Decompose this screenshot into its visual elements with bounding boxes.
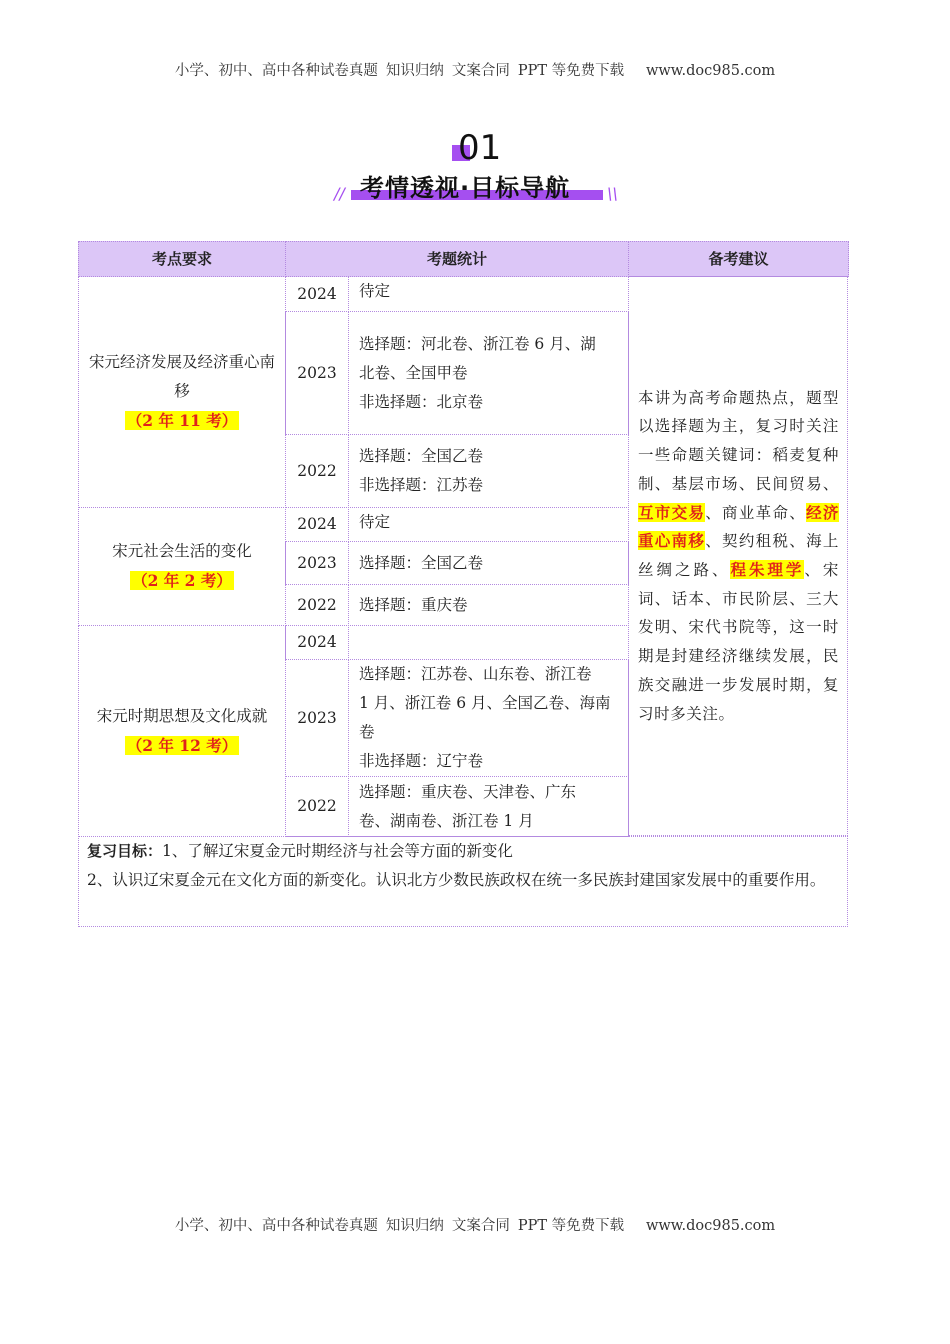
advice-cell [628, 276, 848, 836]
exam-stats-line: 待定 [359, 513, 391, 531]
review-goal-2: 2、认识辽宋夏金元在文化方面的新变化。认识北方少数民族政权在统一多民族封建国家发展中的重要作用。 [87, 871, 826, 889]
exam-stats-line: 选择题：江苏卷、山东卷、浙江卷 [359, 665, 592, 683]
slash-decoration: // [334, 184, 345, 203]
footer-text: 文案合同 [451, 1218, 510, 1234]
exam-stats-cell [348, 276, 629, 312]
exam-count-badge: （2 年 11 考） [126, 411, 238, 430]
year-label: 2022 [297, 797, 337, 815]
advice-text: 、宋词、话本、市民阶层、三大发明、宋代书院等，这一时期是封建经济继续发展，民族交融进一步发展时期，复习时多关注。 [638, 561, 839, 723]
topic-name: 宋元时期思想及文化成就 [96, 706, 268, 725]
footer-text: 知识归纳 [385, 1218, 444, 1234]
exam-stats-cell [348, 311, 629, 435]
advice-text: 、契约租税、海上丝绸之路、 [638, 532, 839, 579]
column-header-label: 考题统计 [426, 250, 487, 268]
page-footer [0, 1214, 950, 1235]
exam-stats-line: 选择题：河北卷、浙江卷 6 月、湖 [359, 334, 596, 353]
year-label: 2023 [297, 553, 337, 572]
header-text: PPT 等免费下载 [517, 63, 625, 79]
year-cell [285, 625, 349, 660]
exam-stats-line: 选择题：全国乙卷 [359, 447, 484, 465]
topic-cell [78, 507, 286, 626]
year-label: 2022 [297, 595, 337, 614]
topic-cell [78, 276, 286, 508]
column-header-label: 备考建议 [708, 250, 769, 268]
topic-name: 宋元经济发展及经济重心南移 [88, 353, 275, 400]
year-label: 2024 [297, 284, 337, 303]
exam-stats-line: 北卷、全国甲卷 [359, 363, 468, 382]
exam-stats-line: 选择题：全国乙卷 [359, 553, 484, 572]
year-cell [285, 659, 349, 777]
column-header [78, 241, 286, 277]
footer-text: PPT 等免费下载 [517, 1218, 625, 1234]
advice-text: 、商业革命、 [705, 503, 807, 522]
exam-stats-cell [348, 584, 629, 626]
exam-stats-cell [348, 776, 629, 837]
year-label: 2023 [297, 363, 337, 382]
year-cell [285, 541, 349, 585]
year-cell [285, 434, 349, 508]
year-label: 2024 [297, 515, 337, 533]
keyword-highlight: 互市交易 [638, 502, 706, 522]
footer-url[interactable]: www.doc985.com [645, 1218, 776, 1234]
exam-stats-line: 1 月、浙江卷 6 月、全国乙卷、海南 [359, 694, 611, 712]
topic-cell [78, 625, 286, 837]
exam-stats-line: 非选择题：辽宁卷 [359, 752, 484, 770]
exam-count-badge: （2 年 2 考） [132, 571, 232, 590]
exam-stats-cell [348, 434, 629, 508]
exam-stats-line: 选择题：重庆卷、天津卷、广东 [359, 782, 577, 801]
review-label: 复习目标： [87, 842, 163, 860]
topic-name: 宋元社会生活的变化 [112, 542, 252, 560]
column-header [285, 241, 629, 277]
year-cell [285, 584, 349, 626]
year-cell [285, 276, 349, 312]
section-number: 01 [458, 128, 502, 168]
header-text: 文案合同 [451, 63, 510, 79]
year-label: 2022 [297, 461, 337, 480]
exam-stats-cell [348, 541, 629, 585]
slash-decoration: \\ [607, 184, 618, 203]
advice-text: 本讲为高考命题热点，题型以选择题为主，复习时关注一些命题关键词：稻麦复种制、基层市场、民间贸易、 [638, 388, 839, 493]
exam-stats-line: 非选择题：江苏卷 [359, 476, 484, 494]
review-goal-1: 1、了解辽宋夏金元时期经济与社会等方面的新变化 [162, 842, 513, 860]
footer-text: 小学、初中、高中各种试卷真题 [174, 1218, 378, 1234]
column-header [628, 241, 849, 277]
review-goals [78, 836, 848, 927]
year-cell [285, 311, 349, 435]
exam-stats-line: 卷、湖南卷、浙江卷 1 月 [359, 811, 534, 830]
exam-stats-cell [348, 507, 629, 542]
keyword-highlight: 经济重心南移 [638, 502, 840, 551]
exam-stats-cell [348, 625, 629, 660]
year-cell [285, 507, 349, 542]
year-label: 2023 [297, 708, 337, 727]
keyword-highlight: 程朱理学 [730, 560, 805, 579]
year-cell [285, 776, 349, 837]
exam-count-badge: （2 年 12 考） [126, 735, 238, 755]
section-title: 考情透视·目标导航 [360, 174, 571, 202]
year-label: 2024 [297, 633, 337, 651]
exam-stats-line: 选择题：重庆卷 [359, 595, 468, 614]
exam-stats-line: 待定 [359, 282, 391, 300]
page-header [0, 59, 950, 80]
column-header-label: 考点要求 [151, 250, 212, 268]
header-text: 小学、初中、高中各种试卷真题 [174, 63, 378, 79]
exam-stats-line: 卷 [359, 723, 375, 741]
header-text: 知识归纳 [385, 63, 444, 79]
header-url[interactable]: www.doc985.com [645, 63, 776, 79]
exam-stats-cell [348, 659, 629, 777]
exam-stats-line: 非选择题：北京卷 [359, 392, 484, 411]
